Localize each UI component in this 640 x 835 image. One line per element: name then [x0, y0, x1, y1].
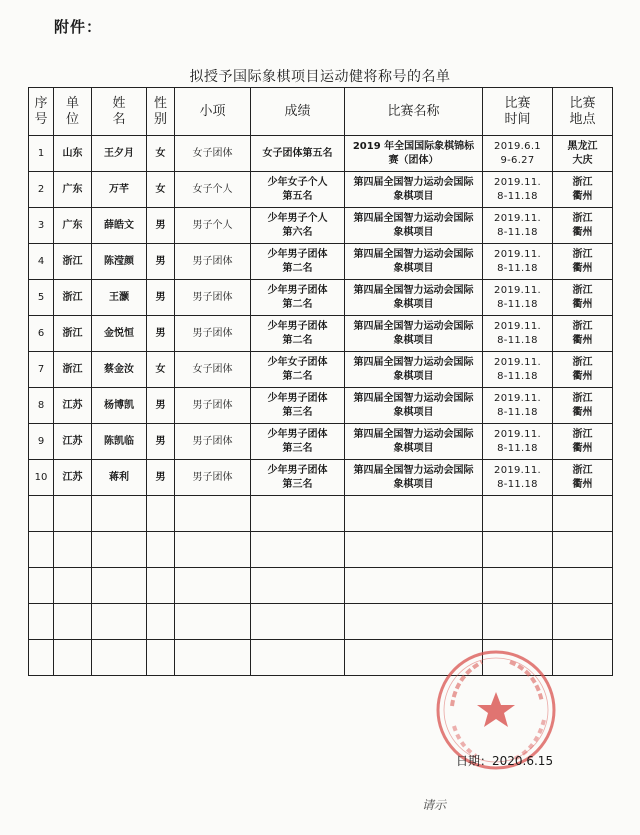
- cell-location-line: 衢州: [572, 370, 593, 382]
- cell-competition-line: 象棋项目: [393, 442, 434, 454]
- table-row: [29, 424, 613, 460]
- empty-cell: [251, 568, 345, 604]
- handwritten-note: 请示: [422, 798, 447, 812]
- column-header-line: 号: [34, 111, 48, 127]
- empty-cell: [92, 496, 147, 532]
- cell-result: [251, 280, 345, 316]
- empty-cell: [29, 532, 54, 568]
- empty-cell: [251, 640, 345, 676]
- table-row: [29, 172, 613, 208]
- cell-number: 1: [29, 136, 54, 172]
- cell-competition-line: 象棋项目: [393, 226, 434, 238]
- cell-time: [483, 424, 553, 460]
- cell-gender: 女: [147, 352, 175, 388]
- cell-competition: [345, 352, 483, 388]
- cell-competition: [345, 280, 483, 316]
- column-header: [251, 88, 345, 136]
- empty-cell: [483, 496, 553, 532]
- cell-name: 陈滢颜: [92, 244, 147, 280]
- cell-result-line: 第三名: [282, 406, 313, 418]
- cell-result-line: 第二名: [282, 334, 313, 346]
- empty-cell: [92, 532, 147, 568]
- empty-cell: [345, 604, 483, 640]
- table-row: [29, 244, 613, 280]
- cell-time-line: 8-11.18: [497, 334, 538, 346]
- empty-cell: [345, 568, 483, 604]
- cell-gender: 男: [147, 244, 175, 280]
- cell-location-line: 衢州: [572, 262, 593, 274]
- cell-result: [251, 208, 345, 244]
- cell-competition-line: 第四届全国智力运动会国际: [353, 356, 474, 368]
- empty-cell: [147, 640, 175, 676]
- cell-competition-line: 象棋项目: [393, 190, 434, 202]
- cell-result-line: 女子团体第五名: [262, 147, 333, 159]
- cell-unit: 广东: [54, 208, 92, 244]
- empty-cell: [175, 640, 251, 676]
- cell-competition-line: 象棋项目: [393, 406, 434, 418]
- cell-time-line: 2019.11.: [494, 428, 541, 440]
- cell-gender: 男: [147, 280, 175, 316]
- cell-time: [483, 172, 553, 208]
- cell-result-line: 少年女子团体: [267, 356, 328, 368]
- column-header-line: 比赛: [504, 95, 531, 111]
- cell-event: 男子团体: [175, 316, 251, 352]
- column-header-line: 比赛名称: [387, 103, 440, 119]
- cell-time-line: 2019.11.: [494, 464, 541, 476]
- cell-result-line: 第五名: [282, 190, 313, 202]
- empty-cell: [29, 496, 54, 532]
- cell-result: [251, 460, 345, 496]
- empty-cell: [175, 532, 251, 568]
- cell-location-line: 浙江: [572, 176, 593, 188]
- cell-location: [553, 280, 613, 316]
- table-row: [29, 136, 613, 172]
- date-line: 日期：2020.6.15: [456, 754, 554, 768]
- empty-cell: [54, 532, 92, 568]
- header-row: [29, 88, 613, 136]
- cell-time-line: 8-11.18: [497, 442, 538, 454]
- cell-time: [483, 280, 553, 316]
- cell-unit: 浙江: [54, 316, 92, 352]
- cell-unit: 广东: [54, 172, 92, 208]
- cell-location: [553, 136, 613, 172]
- column-header-line: 比赛: [569, 95, 596, 111]
- cell-name: 陈凯临: [92, 424, 147, 460]
- cell-time-line: 8-11.18: [497, 478, 538, 490]
- empty-row: [29, 532, 613, 568]
- cell-result: [251, 316, 345, 352]
- cell-competition-line: 象棋项目: [393, 262, 434, 274]
- cell-result-line: 第三名: [282, 478, 313, 490]
- table-row: [29, 316, 613, 352]
- cell-competition: [345, 172, 483, 208]
- cell-location-line: 黑龙江: [567, 140, 598, 152]
- cell-time-line: 8-11.18: [497, 262, 538, 274]
- empty-cell: [54, 568, 92, 604]
- cell-location-line: 浙江: [572, 392, 593, 404]
- empty-cell: [553, 496, 613, 532]
- cell-location-line: 大庆: [572, 154, 593, 166]
- empty-cell: [92, 604, 147, 640]
- cell-gender: 女: [147, 136, 175, 172]
- empty-row: [29, 496, 613, 532]
- cell-competition: [345, 424, 483, 460]
- cell-location: [553, 172, 613, 208]
- cell-number: 3: [29, 208, 54, 244]
- table-row: [29, 460, 613, 496]
- cell-unit: 江苏: [54, 388, 92, 424]
- cell-result-line: 少年女子个人: [267, 176, 328, 188]
- cell-location-line: 浙江: [572, 248, 593, 260]
- cell-location-line: 浙江: [572, 284, 593, 296]
- column-header: [553, 88, 613, 136]
- column-header-line: 位: [65, 111, 79, 127]
- cell-name: 金悦恒: [92, 316, 147, 352]
- cell-competition-line: 第四届全国智力运动会国际: [353, 320, 474, 332]
- cell-location: [553, 352, 613, 388]
- empty-cell: [54, 640, 92, 676]
- empty-cell: [553, 604, 613, 640]
- cell-unit: 山东: [54, 136, 92, 172]
- column-header-line: 地点: [569, 111, 596, 127]
- empty-cell: [54, 604, 92, 640]
- cell-event: 男子团体: [175, 388, 251, 424]
- star-icon: [477, 692, 515, 727]
- cell-location-line: 浙江: [572, 464, 593, 476]
- cell-gender: 男: [147, 424, 175, 460]
- cell-time: [483, 388, 553, 424]
- table-row: [29, 352, 613, 388]
- cell-location-line: 衢州: [572, 334, 593, 346]
- empty-cell: [29, 640, 54, 676]
- cell-result-line: 少年男子团体: [267, 284, 328, 296]
- cell-location: [553, 208, 613, 244]
- cell-name: 王夕月: [92, 136, 147, 172]
- cell-result: [251, 244, 345, 280]
- column-header-line: 序: [34, 95, 48, 111]
- cell-number: 2: [29, 172, 54, 208]
- cell-result-line: 少年男子团体: [267, 464, 328, 476]
- cell-name: 薛皓文: [92, 208, 147, 244]
- cell-competition-line: 象棋项目: [393, 370, 434, 382]
- empty-cell: [147, 532, 175, 568]
- cell-time: [483, 460, 553, 496]
- cell-result: [251, 136, 345, 172]
- cell-result-line: 第二名: [282, 298, 313, 310]
- cell-competition-line: 象棋项目: [393, 298, 434, 310]
- cell-competition: [345, 136, 483, 172]
- cell-time-line: 8-11.18: [497, 406, 538, 418]
- cell-location-line: 衢州: [572, 442, 593, 454]
- column-header: [29, 88, 54, 136]
- empty-cell: [345, 532, 483, 568]
- cell-result-line: 少年男子个人: [267, 212, 328, 224]
- table-row: [29, 280, 613, 316]
- table-row: [29, 208, 613, 244]
- column-header: [92, 88, 147, 136]
- cell-name: 蒋利: [92, 460, 147, 496]
- cell-location-line: 浙江: [572, 356, 593, 368]
- empty-cell: [483, 568, 553, 604]
- cell-time-line: 8-11.18: [497, 190, 538, 202]
- cell-number: 10: [29, 460, 54, 496]
- cell-event: 女子团体: [175, 352, 251, 388]
- empty-cell: [29, 604, 54, 640]
- attachment-heading: 附件：: [54, 18, 103, 36]
- empty-cell: [483, 604, 553, 640]
- cell-time: [483, 316, 553, 352]
- column-header: [175, 88, 251, 136]
- cell-time-line: 9-6.27: [500, 154, 535, 166]
- cell-unit: 浙江: [54, 244, 92, 280]
- cell-location: [553, 460, 613, 496]
- empty-row: [29, 568, 613, 604]
- cell-result-line: 少年男子团体: [267, 428, 328, 440]
- cell-time: [483, 244, 553, 280]
- cell-time-line: 2019.11.: [494, 248, 541, 260]
- empty-cell: [553, 568, 613, 604]
- cell-location-line: 衢州: [572, 478, 593, 490]
- cell-result: [251, 352, 345, 388]
- cell-event: 男子团体: [175, 424, 251, 460]
- empty-cell: [147, 496, 175, 532]
- cell-competition-line: 2019 年全国国际象棋锦标: [352, 140, 475, 152]
- cell-time: [483, 136, 553, 172]
- cell-number: 4: [29, 244, 54, 280]
- column-header: [147, 88, 175, 136]
- cell-time-line: 8-11.18: [497, 298, 538, 310]
- cell-time-line: 8-11.18: [497, 226, 538, 238]
- empty-cell: [345, 496, 483, 532]
- cell-gender: 男: [147, 388, 175, 424]
- cell-gender: 男: [147, 460, 175, 496]
- empty-cell: [251, 532, 345, 568]
- cell-unit: 浙江: [54, 352, 92, 388]
- cell-time-line: 2019.11.: [494, 176, 541, 188]
- cell-number: 9: [29, 424, 54, 460]
- cell-event: 男子团体: [175, 460, 251, 496]
- empty-cell: [251, 496, 345, 532]
- cell-gender: 男: [147, 208, 175, 244]
- cell-location: [553, 424, 613, 460]
- cell-result-line: 第二名: [282, 370, 313, 382]
- cell-competition-line: 象棋项目: [393, 478, 434, 490]
- cell-location: [553, 316, 613, 352]
- cell-competition-line: 象棋项目: [393, 334, 434, 346]
- empty-cell: [92, 568, 147, 604]
- cell-location-line: 衢州: [572, 298, 593, 310]
- cell-time-line: 2019.11.: [494, 284, 541, 296]
- cell-competition: [345, 208, 483, 244]
- cell-result-line: 第六名: [282, 226, 313, 238]
- empty-cell: [251, 604, 345, 640]
- empty-cell: [92, 640, 147, 676]
- empty-cell: [54, 496, 92, 532]
- cell-competition-line: 第四届全国智力运动会国际: [353, 392, 474, 404]
- cell-competition: [345, 460, 483, 496]
- cell-gender: 男: [147, 316, 175, 352]
- column-header-line: 别: [153, 111, 167, 127]
- cell-competition-line: 第四届全国智力运动会国际: [353, 248, 474, 260]
- column-header-line: 成绩: [284, 103, 311, 119]
- empty-cell: [483, 532, 553, 568]
- empty-cell: [147, 568, 175, 604]
- cell-competition-line: 第四届全国智力运动会国际: [353, 284, 474, 296]
- empty-cell: [553, 532, 613, 568]
- cell-time-line: 2019.6.1: [494, 140, 541, 152]
- cell-location-line: 浙江: [572, 428, 593, 440]
- column-header-line: 单: [65, 95, 79, 111]
- cell-competition: [345, 244, 483, 280]
- cell-competition-line: 第四届全国智力运动会国际: [353, 464, 474, 476]
- cell-time-line: 2019.11.: [494, 392, 541, 404]
- cell-number: 8: [29, 388, 54, 424]
- cell-result-line: 少年男子团体: [267, 320, 328, 332]
- cell-result-line: 第二名: [282, 262, 313, 274]
- cell-name: 万芊: [92, 172, 147, 208]
- column-header-line: 时间: [504, 111, 531, 127]
- cell-result-line: 第三名: [282, 442, 313, 454]
- cell-result: [251, 172, 345, 208]
- cell-location: [553, 388, 613, 424]
- cell-event: 男子团体: [175, 280, 251, 316]
- cell-unit: 浙江: [54, 280, 92, 316]
- cell-name: 王灏: [92, 280, 147, 316]
- empty-cell: [147, 604, 175, 640]
- cell-competition-line: 赛（团体）: [388, 154, 439, 166]
- athlete-roster-table: [28, 87, 613, 676]
- cell-competition-line: 第四届全国智力运动会国际: [353, 212, 474, 224]
- cell-competition-line: 第四届全国智力运动会国际: [353, 176, 474, 188]
- document-title: 拟授予国际象棋项目运动健将称号的名单: [189, 69, 451, 85]
- cell-competition-line: 第四届全国智力运动会国际: [353, 428, 474, 440]
- column-header: [345, 88, 483, 136]
- column-header: [54, 88, 92, 136]
- empty-cell: [29, 568, 54, 604]
- cell-result: [251, 424, 345, 460]
- column-header: [483, 88, 553, 136]
- cell-time: [483, 208, 553, 244]
- cell-location-line: 衢州: [572, 226, 593, 238]
- empty-cell: [175, 604, 251, 640]
- column-header-line: 名: [112, 111, 126, 127]
- cell-event: 女子团体: [175, 136, 251, 172]
- cell-result-line: 少年男子团体: [267, 392, 328, 404]
- column-header-line: 小项: [199, 103, 226, 119]
- empty-cell: [175, 568, 251, 604]
- cell-location-line: 浙江: [572, 320, 593, 332]
- cell-event: 男子个人: [175, 208, 251, 244]
- cell-result: [251, 388, 345, 424]
- cell-result-line: 少年男子团体: [267, 248, 328, 260]
- cell-location-line: 衢州: [572, 406, 593, 418]
- cell-location: [553, 244, 613, 280]
- cell-time: [483, 352, 553, 388]
- table-row: [29, 388, 613, 424]
- cell-event: 男子团体: [175, 244, 251, 280]
- empty-cell: [175, 496, 251, 532]
- column-header-line: 姓: [112, 95, 126, 111]
- cell-time-line: 8-11.18: [497, 370, 538, 382]
- cell-gender: 女: [147, 172, 175, 208]
- column-header-line: 性: [153, 95, 167, 111]
- cell-number: 5: [29, 280, 54, 316]
- cell-name: 蔡金汝: [92, 352, 147, 388]
- cell-time-line: 2019.11.: [494, 320, 541, 332]
- cell-number: 6: [29, 316, 54, 352]
- cell-name: 杨博凯: [92, 388, 147, 424]
- cell-competition: [345, 316, 483, 352]
- cell-number: 7: [29, 352, 54, 388]
- empty-cell: [553, 640, 613, 676]
- cell-unit: 江苏: [54, 460, 92, 496]
- empty-row: [29, 604, 613, 640]
- cell-location-line: 浙江: [572, 212, 593, 224]
- cell-competition: [345, 388, 483, 424]
- cell-event: 女子个人: [175, 172, 251, 208]
- cell-time-line: 2019.11.: [494, 356, 541, 368]
- cell-unit: 江苏: [54, 424, 92, 460]
- cell-location-line: 衢州: [572, 190, 593, 202]
- cell-time-line: 2019.11.: [494, 212, 541, 224]
